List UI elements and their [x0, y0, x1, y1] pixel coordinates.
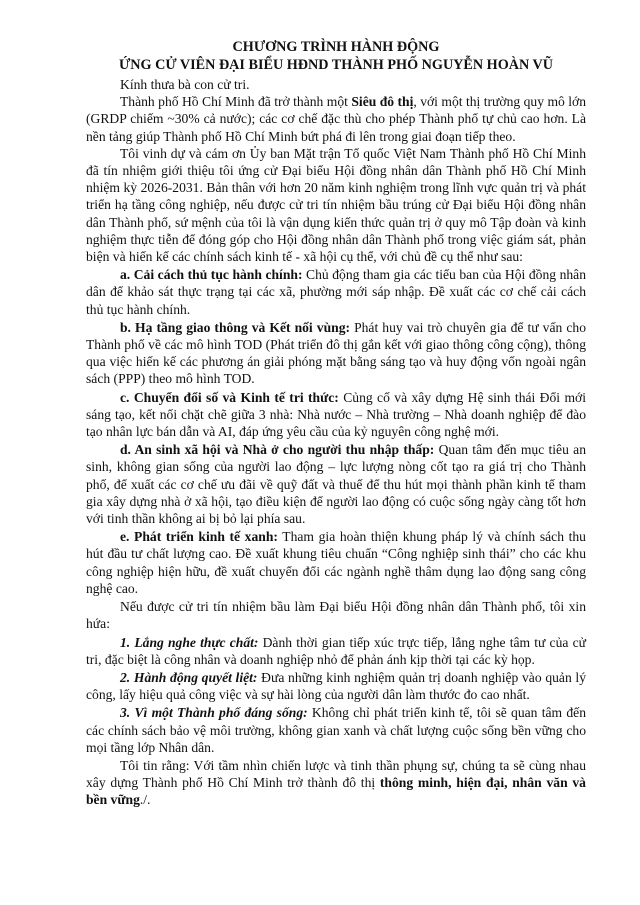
intro1-before: Thành phố Hồ Chí Minh đã trở thành một [120, 94, 352, 110]
intro-paragraph-1 [86, 93, 586, 145]
pledge-heading: 2. Hành động quyết liệt: [120, 669, 258, 685]
item-text: Chủ động tham gia các tiểu ban của Hội đồng nhân dân để khảo sát thực trạng tại các xã, phường mới sáp nhập. Đề xuất các cơ chế cải cách thủ tục hành chính. [86, 267, 587, 317]
intro-paragraph-2: Tôi vinh dự và cám ơn Ủy ban Mặt trận Tổ quốc Việt Nam Thành phố Hồ Chí Minh đã tín nhiệm giới thiệu tôi ứng cử Đại biểu Hội đồng nhân dân Thành phố Hồ Chí Minh nhiệm kỳ 2026-2031. Bản thân với hơn 20 năm kinh nghiệm trong lĩnh vực quản trị và phát triển hạ tầng công nghiệp, nếu được cử tri tín nhiệm bầu trúng cử Đại biểu Hội đồng nhân dân Thành phố, sứ mệnh của tôi là vận dụng kiến thức quản trị ở quy mô Tập đoàn và kinh nghiệm thực tiễn để đóng góp cho Hội đồng nhân dân Thành phố trong việc giám sát, phản biện và hiến kế các chính sách kinh tế - xã hội cụ thể, với chủ đề cụ thể như sau: [86, 145, 586, 265]
document-subtitle: ỨNG CỬ VIÊN ĐẠI BIỂU HĐND THÀNH PHỐ NGUYỄN HOÀN VŨ [118, 57, 554, 73]
pledge-text: Không chỉ phát triển kinh tế, tôi sẽ quan tâm đến các chính sách bảo vệ môi trường, không gian xanh và chất lượng cuộc sống bền vững cho mọi tầng lớp Nhân dân. [86, 705, 587, 755]
pledge-text: Dành thời gian tiếp xúc trực tiếp, lắng nghe tâm tư của cử tri, đặc biệt là công nhân và doanh nghiệp nhỏ để phản ánh kịp thời tại các kỳ họp. [86, 634, 586, 667]
document-title: CHƯƠNG TRÌNH HÀNH ĐỘNG [232, 39, 440, 55]
item-heading: d. An sinh xã hội và Nhà ở cho người thu nhập thấp: [120, 442, 435, 458]
pledge-heading: 1. Lắng nghe thực chất: [120, 634, 259, 650]
item-heading: b. Hạ tầng giao thông và Kết nối vùng: [120, 319, 351, 335]
pledge-3 [86, 704, 586, 756]
item-text: Quan tâm đến mục tiêu an sinh, không gian sống của người lao động – lực lượng nòng cốt tạo ra giá trị cho Thành phố, để xuất các cơ chế ưu đãi về quỹ đất và thuế để thu hút mọi thành phần kinh tế tham gia xây dựng nhà ở xã hội, tạo điều kiện để người lao động có cuộc sống ngày càng tốt hơn với tinh thần không ai bị bỏ lại phía sau. [86, 442, 586, 527]
greeting: Kính thưa bà con cử tri. [120, 77, 250, 92]
pledge-heading: 3. Vì một Thành phố đáng sống: [120, 705, 308, 721]
item-heading: c. Chuyển đổi số và Kinh tế tri thức: [120, 389, 339, 405]
pledge-1 [86, 634, 586, 668]
item-e [86, 528, 586, 597]
item-text: Củng cố và xây dựng Hệ sinh thái Đổi mới sáng tạo, kết nối chặt chẽ giữa 3 nhà: Nhà nước – Nhà trường – Nhà doanh nghiệp để đào tạo nhân lực bán dẫn và AI, đáp ứng yêu cầu của kỷ nguyên công nghệ mới. [86, 389, 586, 440]
closing-after: ./. [139, 792, 151, 808]
item-heading: e. Phát triển kinh tế xanh: [120, 529, 278, 545]
item-a [86, 266, 586, 318]
item-d [86, 441, 586, 527]
item-c [86, 389, 586, 441]
item-b [86, 319, 586, 388]
intro1-after: , với một thị trường quy mô lớn (GRDP chiếm ~30% cả nước); các cơ chế đặc thù cho phép Thành phố tự chủ cao hơn. Là nền tảng giúp Thành phố Hồ Chí Minh bứt phá đi lên trong giai đoạn tiếp theo. [86, 94, 586, 144]
closing-bold: thông minh, hiện đại, nhân văn và bền vững [86, 775, 586, 808]
pledge-text: Đưa những kinh nghiệm quản trị doanh nghiệp vào quản lý công, lấy hiệu quả công việc và sự hài lòng của người dân làm thước đo cao nhất. [86, 669, 586, 703]
item-text: Phát huy vai trò chuyên gia để tư vấn cho Thành phố về các mô hình TOD (Phát triển đô thị gắn kết với giao thông công cộng), thông qua việc hiến kế các phương án giải phóng mặt bằng sáng tạo và huy động vốn ngoài ngân sách (PPP) theo mô hình TOD. [86, 319, 586, 387]
pledge-intro: Nếu được cử tri tín nhiệm bầu làm Đại biểu Hội đồng nhân dân Thành phố, tôi xin hứa: [86, 599, 586, 632]
item-text: Tham gia hoàn thiện khung pháp lý và chính sách thu hút đầu tư chất lượng cao. Đề xuất khung tiêu chuẩn “Công nghiệp sinh thái” cho các khu công nghiệp hiện hữu, đề xuất chuyển đổi các ngành nghề thâm dụng lao động sang công nghệ cao. [86, 529, 586, 596]
closing-paragraph [86, 757, 586, 809]
closing-before: Tôi tin rằng: Với tầm nhìn chiến lược và tinh thần phụng sự, chúng ta sẽ cùng nhau xây dựng Thành phố Hồ Chí Minh trở thành đô thị [86, 757, 586, 791]
title-block [76, 38, 596, 74]
item-heading: a. Cải cách thủ tục hành chính: [120, 267, 303, 283]
pledge-2 [86, 669, 586, 703]
intro1-bold: Siêu đô thị [351, 94, 414, 110]
